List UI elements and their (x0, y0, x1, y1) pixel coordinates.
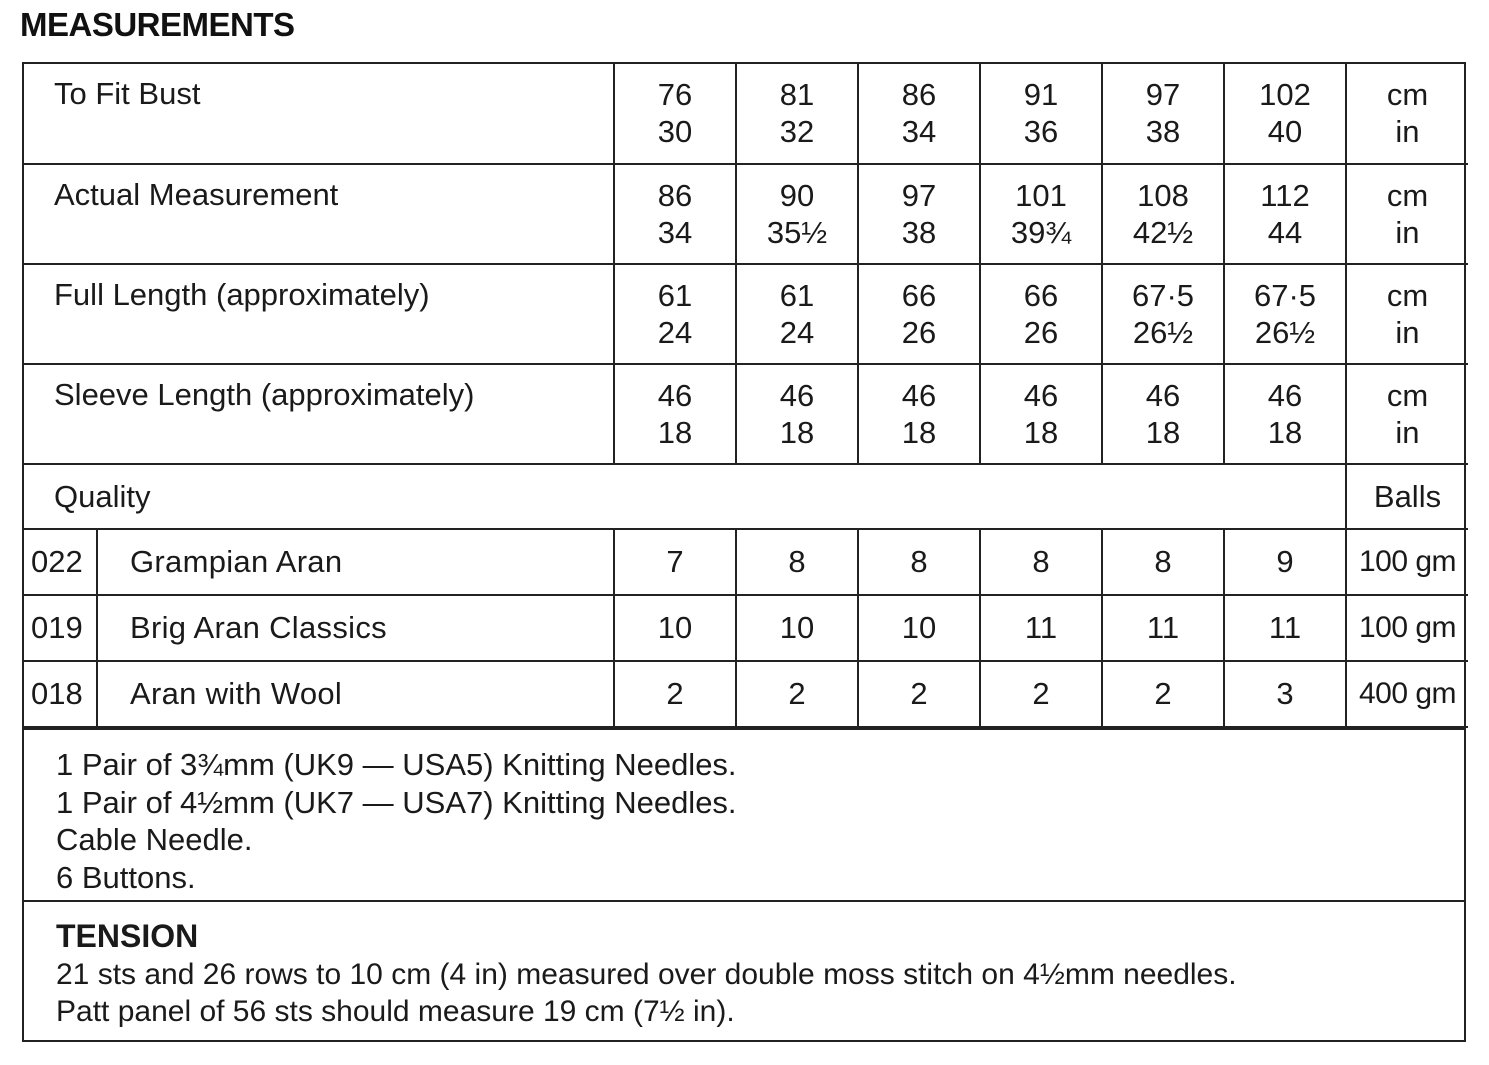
in-value: 18 (779, 415, 815, 450)
size-value-cell (736, 264, 858, 364)
cm-value: 97 (901, 178, 937, 213)
in-value: 40 (1267, 114, 1303, 149)
tension-section (24, 900, 1464, 1040)
measurement-label: Sleeve Length (approximately) (24, 364, 614, 464)
measurement-label: Actual Measurement (24, 164, 614, 264)
cm-value: 86 (657, 178, 693, 213)
cm-value: 46 (657, 378, 693, 413)
in-value: 39¾ (1010, 215, 1072, 250)
ball-weight: 100 gm (1346, 529, 1468, 595)
tension-heading: TENSION (56, 918, 199, 954)
cm-value: 46 (779, 378, 815, 413)
size-value-cell (1102, 64, 1224, 164)
requirement-item: 1 Pair of 3¾mm (UK9 — USA5) Knitting Needles. (56, 747, 737, 782)
yarn-row (24, 595, 1468, 661)
ball-weight: 100 gm (1346, 595, 1468, 661)
yarn-code: 018 (24, 661, 97, 727)
size-value-cell (980, 364, 1102, 464)
ball-count: 8 (980, 529, 1102, 595)
yarn-code: 022 (24, 529, 97, 595)
cm-value: 67·5 (1131, 278, 1195, 313)
unit-cm: cm (1386, 178, 1429, 213)
cm-value: 46 (901, 378, 937, 413)
cm-value: 102 (1259, 77, 1311, 112)
unit-cell (1346, 164, 1468, 264)
size-value-cell (980, 264, 1102, 364)
in-value: 18 (1145, 415, 1181, 450)
cm-value: 97 (1145, 77, 1181, 112)
size-value-cell (858, 64, 980, 164)
tension-line: 21 sts and 26 rows to 10 cm (4 in) measured over double moss stitch on 4½mm needles. (56, 957, 1237, 991)
ball-count: 10 (736, 595, 858, 661)
yarn-name: Aran with Wool (97, 661, 614, 727)
cm-value: 61 (779, 278, 815, 313)
ball-count: 8 (1102, 529, 1224, 595)
unit-cm: cm (1386, 378, 1429, 413)
requirement-item: 6 Buttons. (56, 859, 196, 895)
measurement-label: To Fit Bust (24, 64, 614, 164)
in-value: 35½ (766, 215, 828, 250)
ball-count: 2 (858, 661, 980, 727)
size-value-cell (980, 164, 1102, 264)
yarn-row (24, 661, 1468, 727)
unit-cm: cm (1386, 77, 1429, 112)
cm-value: 46 (1267, 378, 1303, 413)
measurement-row (24, 364, 1468, 464)
size-value-cell (614, 64, 736, 164)
unit-in: in (1395, 114, 1420, 149)
in-value: 24 (779, 315, 815, 350)
cm-value: 66 (1023, 278, 1059, 313)
unit-in: in (1395, 215, 1420, 250)
ball-weight: 400 gm (1346, 661, 1468, 727)
in-value: 26½ (1132, 315, 1194, 350)
measurement-row (24, 264, 1468, 364)
size-value-cell (980, 64, 1102, 164)
in-value: 38 (1145, 114, 1181, 149)
cm-value: 76 (657, 77, 693, 112)
unit-in: in (1395, 315, 1420, 350)
size-value-cell (1224, 64, 1346, 164)
size-value-cell (1224, 164, 1346, 264)
ball-count: 11 (1102, 595, 1224, 661)
unit-cell (1346, 264, 1468, 364)
size-value-cell (1224, 364, 1346, 464)
size-value-cell (736, 164, 858, 264)
quality-label: Quality (24, 464, 1346, 529)
measurement-row (24, 64, 1468, 164)
size-value-cell (736, 64, 858, 164)
ball-count: 8 (858, 529, 980, 595)
cm-value: 108 (1137, 178, 1189, 213)
measurements-sheet (22, 62, 1466, 1042)
size-value-cell (858, 264, 980, 364)
ball-count: 2 (1102, 661, 1224, 727)
yarn-code: 019 (24, 595, 97, 661)
yarn-name: Brig Aran Classics (97, 595, 614, 661)
size-value-cell (858, 364, 980, 464)
measurement-row (24, 164, 1468, 264)
unit-cm: cm (1386, 278, 1429, 313)
ball-count: 11 (980, 595, 1102, 661)
cm-value: 67·5 (1253, 278, 1317, 313)
measurements-table (24, 64, 1468, 728)
in-value: 38 (901, 215, 937, 250)
size-value-cell (1102, 164, 1224, 264)
ball-count: 9 (1224, 529, 1346, 595)
yarn-name: Grampian Aran (97, 529, 614, 595)
ball-count: 3 (1224, 661, 1346, 727)
ball-count: 2 (980, 661, 1102, 727)
ball-count: 2 (736, 661, 858, 727)
in-value: 42½ (1132, 215, 1194, 250)
unit-in: in (1395, 415, 1420, 450)
cm-value: 66 (901, 278, 937, 313)
in-value: 18 (1023, 415, 1059, 450)
in-value: 18 (1267, 415, 1303, 450)
requirement-item: Cable Needle. (56, 822, 253, 857)
in-value: 26½ (1254, 315, 1316, 350)
unit-cell (1346, 64, 1468, 164)
in-value: 24 (657, 315, 693, 350)
cm-value: 46 (1023, 378, 1059, 413)
ball-count: 7 (614, 529, 736, 595)
size-value-cell (858, 164, 980, 264)
in-value: 32 (779, 114, 815, 149)
tension-line: Patt panel of 56 sts should measure 19 cm (7½ in). (56, 995, 735, 1028)
quality-header-row (24, 464, 1468, 529)
measurement-label: Full Length (approximately) (24, 264, 614, 364)
in-value: 34 (901, 114, 937, 149)
size-value-cell (614, 164, 736, 264)
ball-count: 8 (736, 529, 858, 595)
in-value: 18 (901, 415, 937, 450)
cm-value: 46 (1145, 378, 1181, 413)
page-title: MEASUREMENTS (20, 6, 295, 43)
in-value: 26 (901, 315, 937, 350)
in-value: 30 (657, 114, 693, 149)
cm-value: 86 (901, 77, 937, 112)
in-value: 18 (657, 415, 693, 450)
in-value: 44 (1267, 215, 1303, 250)
cm-value: 91 (1023, 77, 1059, 112)
requirement-item: 1 Pair of 4½mm (UK7 — USA7) Knitting Needles. (56, 784, 737, 820)
cm-value: 61 (657, 278, 693, 313)
size-value-cell (1102, 264, 1224, 364)
in-value: 26 (1023, 315, 1059, 350)
ball-count: 10 (614, 595, 736, 661)
ball-count: 10 (858, 595, 980, 661)
cm-value: 101 (1015, 178, 1067, 213)
cm-value: 90 (779, 178, 815, 213)
size-value-cell (614, 364, 736, 464)
size-value-cell (614, 264, 736, 364)
in-value: 34 (657, 215, 693, 250)
requirements-list (24, 728, 1464, 900)
in-value: 36 (1023, 114, 1059, 149)
ball-count: 11 (1224, 595, 1346, 661)
size-value-cell (736, 364, 858, 464)
balls-label: Balls (1346, 464, 1468, 529)
size-value-cell (1102, 364, 1224, 464)
unit-cell (1346, 364, 1468, 464)
cm-value: 81 (779, 77, 815, 112)
ball-count: 2 (614, 661, 736, 727)
size-value-cell (1224, 264, 1346, 364)
cm-value: 112 (1260, 178, 1310, 213)
yarn-row (24, 529, 1468, 595)
